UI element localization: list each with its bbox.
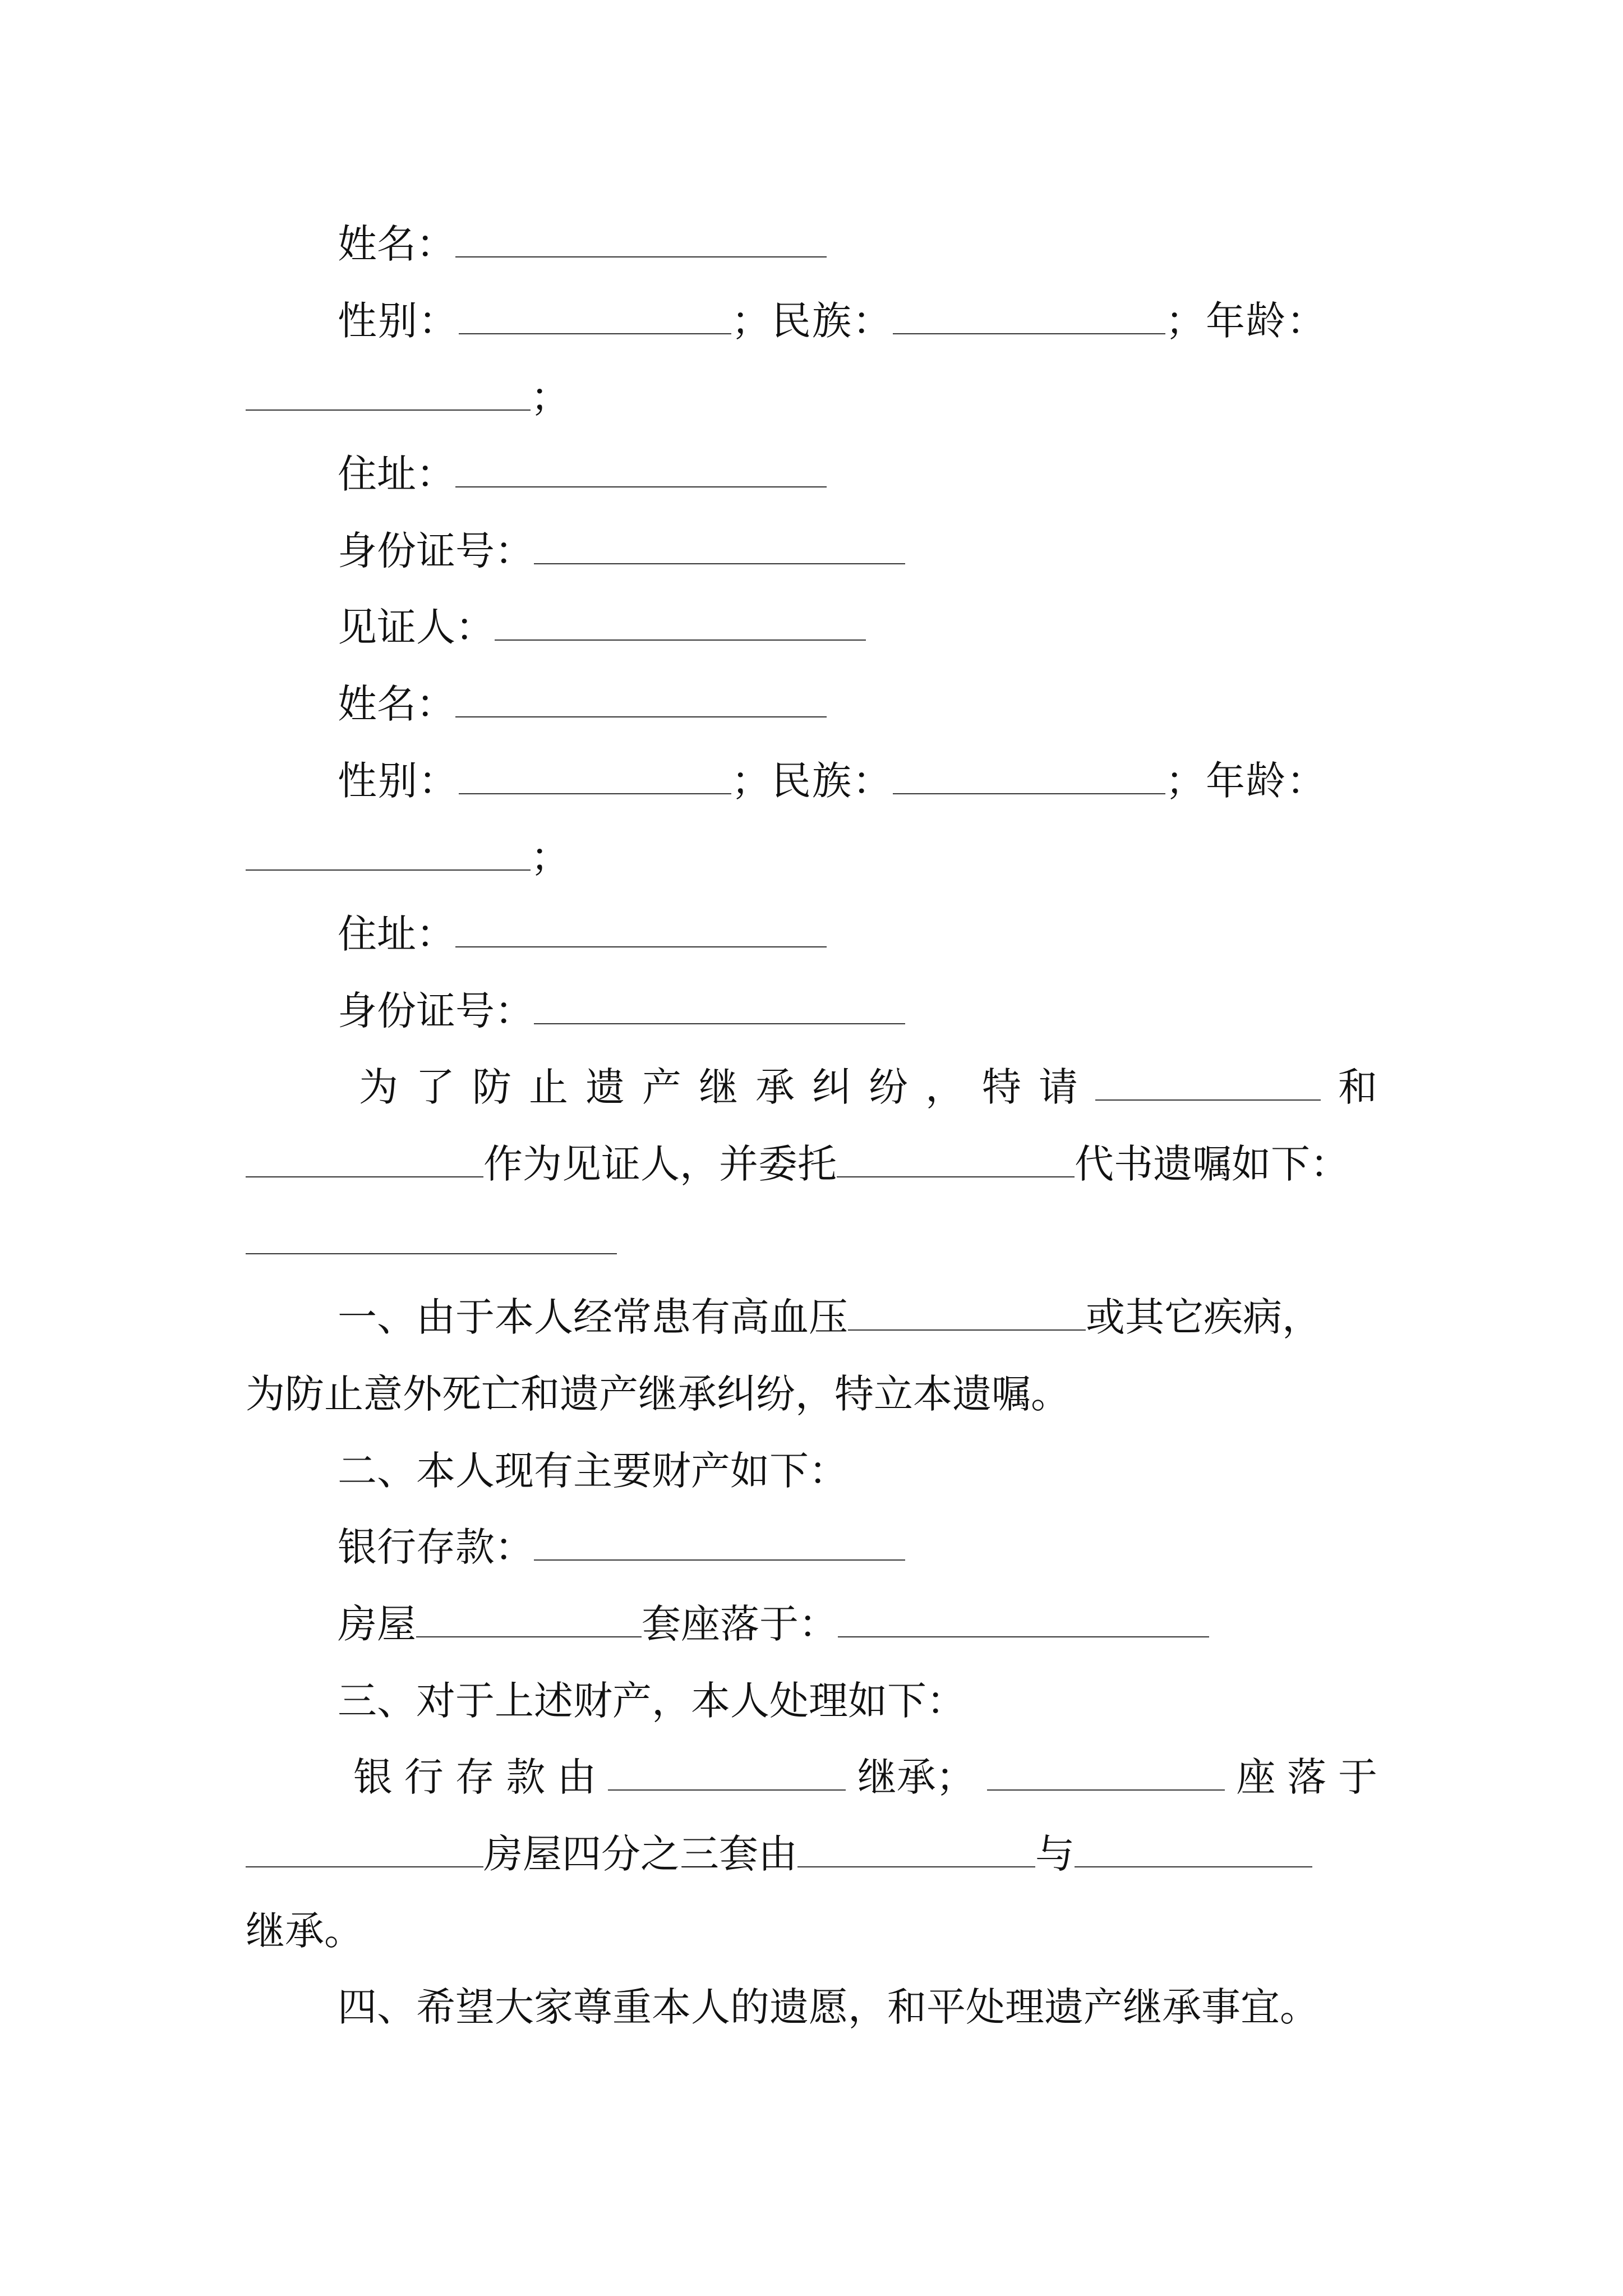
house-row [246, 1596, 1377, 1652]
intro-char: 纠 [812, 1064, 851, 1110]
second-witness-blank[interactable] [246, 1142, 483, 1177]
name-blank[interactable] [455, 682, 827, 717]
testator-address-row [246, 446, 1377, 502]
id-blank[interactable] [534, 528, 905, 564]
deposit-char: 款 [506, 1754, 546, 1800]
clause-1-part-1: 一、由于本人经常患有高血压 [338, 1294, 848, 1340]
testator-name-row [246, 216, 1377, 272]
located-char: 座 [1236, 1754, 1276, 1800]
located-char: 落 [1287, 1754, 1327, 1800]
clause-4-text: 四、希望大家尊重本人的遗愿，和平处理遗产继承事宜。 [338, 1984, 1319, 2030]
id-label: 身份证号： [338, 988, 534, 1034]
house-mid: 套座落于： [642, 1601, 838, 1647]
deposit-row [246, 1519, 1377, 1575]
dictate-text: 代书遗嘱如下： [1075, 1141, 1349, 1187]
nation-blank[interactable] [893, 298, 1165, 334]
clause-3-line-2 [246, 1826, 1377, 1882]
witness-name-row [246, 676, 1377, 732]
inherit-text: 继承； [857, 1754, 975, 1800]
deposit-char: 由 [557, 1754, 597, 1800]
gender-blank[interactable] [459, 758, 731, 794]
name-label: 姓名： [338, 681, 455, 727]
intro-char: 了 [416, 1064, 455, 1110]
deposit-char: 行 [404, 1754, 444, 1800]
witness-address-row [246, 906, 1377, 962]
located-blank[interactable] [987, 1755, 1225, 1791]
deposit-heir-blank[interactable] [608, 1755, 846, 1791]
age-end: ； [531, 374, 570, 420]
first-witness-blank[interactable] [1095, 1065, 1321, 1101]
age-blank[interactable] [246, 375, 531, 411]
testator-gender-row [246, 293, 1377, 349]
intro-char: 防 [472, 1064, 511, 1110]
house-label: 房屋 [338, 1601, 416, 1647]
nation-blank[interactable] [893, 758, 1165, 794]
age-label: ；年龄： [1165, 758, 1327, 804]
house-location-blank[interactable] [838, 1602, 1209, 1637]
and-text: 和 [1338, 1064, 1377, 1110]
witness-blank[interactable] [495, 605, 866, 641]
intro-char: ， [925, 1064, 965, 1110]
with-text: 与 [1035, 1831, 1075, 1877]
witness-age-row [246, 829, 1377, 885]
intro-line-3 [246, 1213, 1377, 1269]
deposit-char: 银 [353, 1754, 393, 1800]
clause-4 [246, 1979, 1377, 2035]
intro-char: 纷 [869, 1064, 908, 1110]
house-heir-1-blank[interactable] [797, 1832, 1035, 1867]
as-witness-text: 作为见证人，并委托 [483, 1141, 837, 1187]
id-blank[interactable] [534, 988, 905, 1024]
intro-line-2 [246, 1136, 1377, 1192]
name-label: 姓名： [338, 221, 455, 267]
clause-1-line-1 [246, 1289, 1377, 1345]
age-label: ；年龄： [1165, 298, 1327, 344]
clause-1-part-2: 或其它疾病， [1086, 1294, 1321, 1340]
intro-char: 产 [642, 1064, 681, 1110]
location-blank[interactable] [246, 1832, 483, 1867]
house-heir-2-blank[interactable] [1075, 1832, 1312, 1867]
inherit-end-text: 继承。 [246, 1908, 363, 1954]
clause-3-title [246, 1673, 1377, 1729]
age-blank[interactable] [246, 835, 531, 871]
address-blank[interactable] [455, 452, 827, 487]
illness-blank[interactable] [848, 1295, 1086, 1331]
witness-gender-row [246, 753, 1377, 809]
nation-label: ；民族： [731, 298, 893, 344]
intro-char: 为 [359, 1064, 398, 1110]
clause-2-title [246, 1443, 1377, 1499]
id-label: 身份证号： [338, 528, 534, 574]
testator-id-row [246, 523, 1377, 579]
clause-2-title-text: 二、本人现有主要财产如下： [338, 1448, 848, 1494]
gender-blank[interactable] [459, 298, 731, 334]
testator-age-row [246, 369, 1377, 425]
extra-blank[interactable] [246, 1218, 617, 1254]
scribe-blank[interactable] [837, 1142, 1075, 1177]
located-char: 于 [1338, 1754, 1377, 1800]
intro-char: 请 [1039, 1064, 1078, 1110]
deposit-char: 存 [455, 1754, 495, 1800]
address-blank[interactable] [455, 912, 827, 947]
address-label: 住址： [338, 451, 455, 497]
nation-label: ；民族： [731, 758, 893, 804]
intro-char: 承 [755, 1064, 795, 1110]
witness-label: 见证人： [338, 604, 495, 650]
gender-label: 性别： [338, 758, 459, 804]
house-share-text: 房屋四分之三套由 [483, 1831, 797, 1877]
address-label: 住址： [338, 911, 455, 957]
clause-3-line-1 [353, 1749, 1377, 1805]
intro-char: 止 [529, 1064, 568, 1110]
deposit-label: 银行存款： [338, 1524, 534, 1570]
clause-3-line-3 [246, 1903, 1377, 1959]
house-count-blank[interactable] [416, 1602, 642, 1637]
witness-id-row [246, 983, 1377, 1039]
name-blank[interactable] [455, 222, 827, 257]
intro-char: 特 [982, 1064, 1021, 1110]
age-end: ； [531, 834, 570, 880]
intro-char: 遗 [585, 1064, 625, 1110]
gender-label: 性别： [338, 298, 459, 344]
clause-1-line-2-text: 为防止意外死亡和遗产继承纠纷，特立本遗嘱。 [246, 1371, 1070, 1417]
witness-row [246, 599, 1377, 655]
intro-line-1 [359, 1059, 1377, 1115]
clause-3-title-text: 三、对于上述财产，本人处理如下： [338, 1678, 966, 1724]
clause-1-line-2 [246, 1366, 1377, 1422]
deposit-blank[interactable] [534, 1525, 905, 1561]
intro-char: 继 [699, 1064, 738, 1110]
